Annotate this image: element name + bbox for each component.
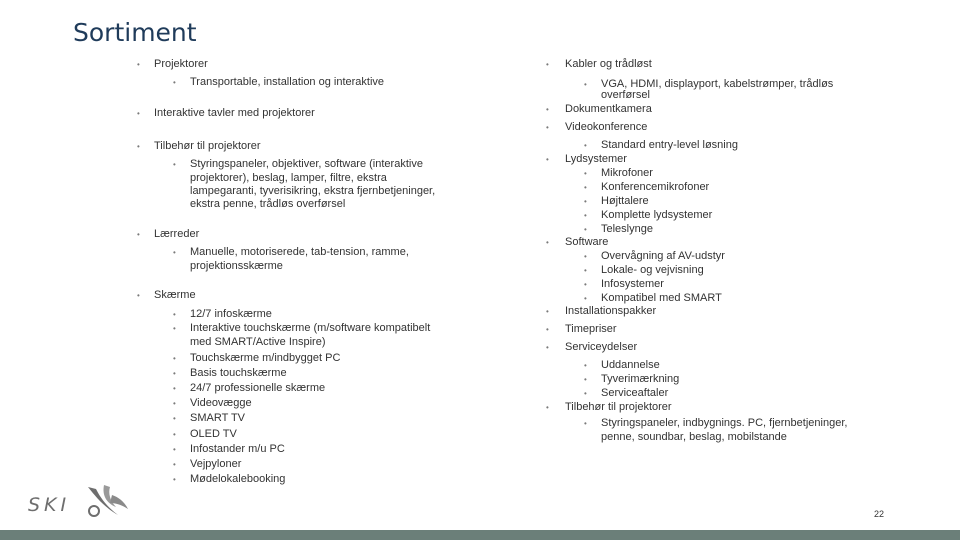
list-item-tavler: Interaktive tavler med projektorer: [154, 107, 315, 119]
bullet-icon: •: [173, 430, 176, 439]
sub-item: Mødelokalebooking: [190, 473, 286, 485]
list-item-lydsystemer: Lydsystemer: [565, 153, 627, 165]
sub-item: Infosystemer: [601, 278, 664, 290]
sub-item: 12/7 infoskærme: [190, 308, 272, 320]
bullet-icon: •: [173, 414, 176, 423]
sub-item-line: ekstra penne, trådløs overførsel: [190, 198, 346, 210]
bullet-icon: •: [584, 225, 587, 234]
bullet-icon: •: [173, 160, 176, 169]
bullet-icon: •: [584, 169, 587, 178]
list-item-installationspakker: Installationspakker: [565, 305, 657, 317]
sub-item: Infostander m/u PC: [190, 443, 285, 455]
sub-item: Kompatibel med SMART: [601, 292, 722, 304]
ski-emblem-icon: [82, 481, 132, 521]
sub-item-line: lampegaranti, tyverisikring, ekstra fjernbetjeninger,: [190, 185, 436, 197]
sub-item-line: Styringspaneler, indbygnings. PC, fjernbetjeninger,: [601, 417, 848, 429]
sub-item: Transportable, installation og interaktive: [190, 76, 385, 88]
list-item-laerreder: Lærreder: [154, 228, 200, 240]
bullet-icon: •: [584, 252, 587, 261]
bullet-icon: •: [173, 369, 176, 378]
list-item-software: Software: [565, 236, 609, 248]
sub-item: Vejpyloner: [190, 458, 242, 470]
sub-item: SMART TV: [190, 412, 246, 424]
sub-item-line: VGA, HDMI, displayport, kabelstrømper, trådløs: [601, 78, 834, 90]
sub-item: Overvågning af AV-udstyr: [601, 250, 725, 262]
list-item-tilbehor: Tilbehør til projektorer: [565, 401, 672, 413]
bullet-icon: •: [584, 211, 587, 220]
sub-item: Tyverimærkning: [601, 373, 680, 385]
list-item-timepriser: Timepriser: [565, 323, 617, 335]
sub-item-line: Manuelle, motoriserede, tab-tension, ramme,: [190, 246, 409, 258]
bullet-icon: •: [137, 291, 140, 300]
bullet-icon: •: [584, 266, 587, 275]
bullet-icon: •: [173, 324, 176, 333]
bullet-icon: •: [173, 475, 176, 484]
sub-item: Standard entry-level løsning: [601, 139, 738, 151]
sub-item: Uddannelse: [601, 359, 660, 371]
bullet-icon: •: [546, 238, 549, 247]
bullet-icon: •: [584, 375, 587, 384]
bullet-icon: •: [137, 142, 140, 151]
bullet-icon: •: [546, 343, 549, 352]
sub-item: Teleslynge: [601, 223, 653, 235]
bullet-icon: •: [546, 307, 549, 316]
sub-item: OLED TV: [190, 428, 237, 440]
bullet-icon: •: [584, 294, 587, 303]
sub-item: Touchskærme m/indbygget PC: [190, 352, 341, 364]
list-item-videokonference: Videokonference: [565, 121, 648, 133]
bullet-icon: •: [584, 280, 587, 289]
bullet-icon: •: [546, 105, 549, 114]
sub-item-line: projektionsskærme: [190, 260, 283, 272]
bullet-icon: •: [584, 197, 587, 206]
slide-title: Sortiment: [73, 18, 197, 47]
bullet-icon: •: [137, 60, 140, 69]
slide-number: 22: [874, 509, 885, 519]
list-item-projektorer: Projektorer: [154, 58, 208, 70]
sub-item: Mikrofoner: [601, 167, 653, 179]
list-item-dokumentkamera: Dokumentkamera: [565, 103, 652, 115]
sub-item: 24/7 professionelle skærme: [190, 382, 326, 394]
sub-item-line: projektorer), beslag, lamper, filtre, ekstra: [190, 172, 387, 184]
bullet-icon: •: [546, 325, 549, 334]
sub-item: Lokale- og vejvisning: [601, 264, 704, 276]
bullet-icon: •: [546, 60, 549, 69]
sub-item-line: overførsel: [601, 89, 650, 101]
bullet-icon: •: [584, 419, 587, 428]
bullet-icon: •: [584, 80, 587, 89]
sub-item-line: med SMART/Active Inspire): [190, 336, 326, 348]
list-item-skaerme: Skærme: [154, 289, 196, 301]
list-item-tilbehor: Tilbehør til projektorer: [154, 140, 261, 152]
bullet-icon: •: [173, 310, 176, 319]
sub-item: Komplette lydsystemer: [601, 209, 713, 221]
bullet-icon: •: [546, 155, 549, 164]
list-item-serviceydelser: Serviceydelser: [565, 341, 638, 353]
sub-item: Konferencemikrofoner: [601, 181, 710, 193]
bullet-icon: •: [173, 248, 176, 257]
bullet-icon: •: [584, 361, 587, 370]
sub-item: Videovægge: [190, 397, 252, 409]
bullet-icon: •: [584, 183, 587, 192]
bullet-icon: •: [584, 389, 587, 398]
sub-item: Interaktive touchskærme (m/software kompatibelt: [190, 322, 431, 334]
sub-item-line: Styringspaneler, objektiver, software (interaktive: [190, 158, 423, 170]
bullet-icon: •: [137, 109, 140, 118]
bullet-icon: •: [546, 403, 549, 412]
bottom-bar: [0, 530, 960, 540]
bullet-icon: •: [173, 460, 176, 469]
bullet-icon: •: [137, 230, 140, 239]
bullet-icon: •: [173, 78, 176, 87]
bullet-icon: •: [584, 141, 587, 150]
sub-item: Serviceaftaler: [601, 387, 669, 399]
logo-text: SKI: [28, 494, 71, 516]
bullet-icon: •: [173, 399, 176, 408]
bullet-icon: •: [173, 384, 176, 393]
list-item-kabler: Kabler og trådløst: [565, 58, 652, 70]
sub-item-line: penne, soundbar, beslag, mobilstande: [601, 431, 787, 443]
bullet-icon: •: [546, 123, 549, 132]
sub-item: Højttalere: [601, 195, 649, 207]
bullet-icon: •: [173, 445, 176, 454]
sub-item: Basis touchskærme: [190, 367, 287, 379]
bullet-icon: •: [173, 354, 176, 363]
